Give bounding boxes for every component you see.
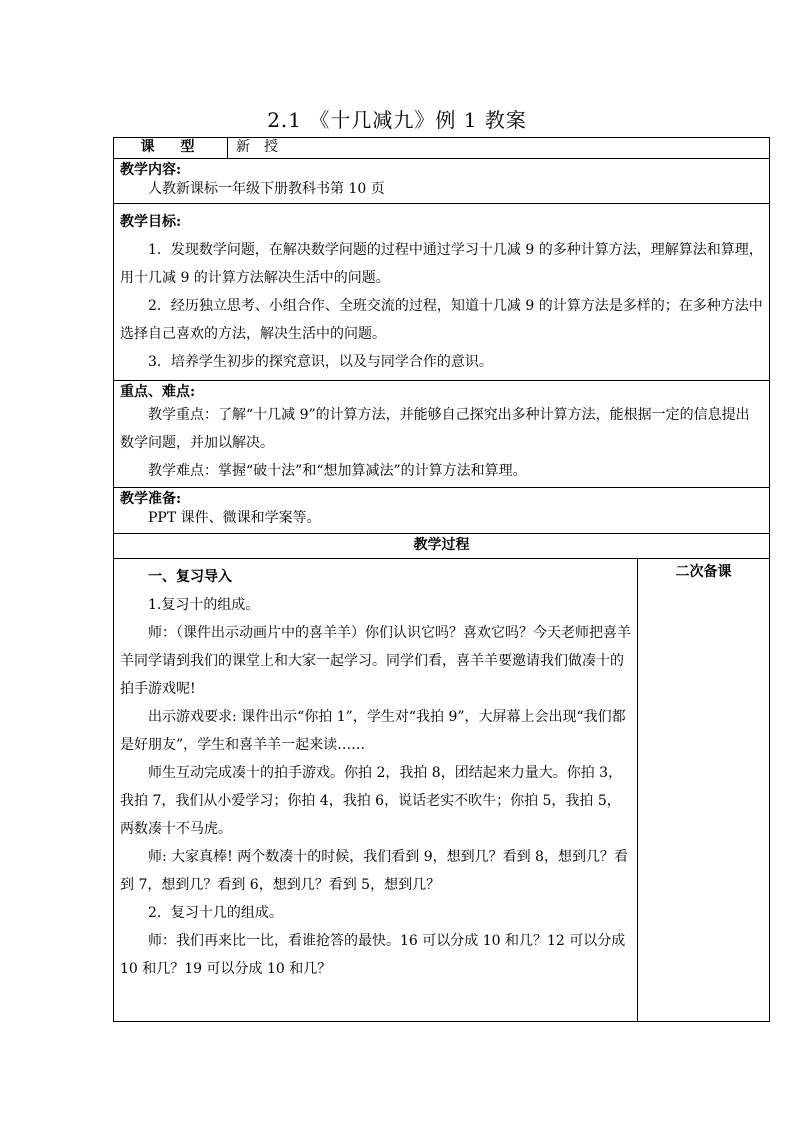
prep-text: PPT 课件、微课和学案等。 bbox=[148, 510, 321, 527]
goal-item-2: 2．经历独立思考、小组合作、全班交流的过程，知道十几减 9 的计算方法是多样的；在多种方法中选择自己喜欢的方法，解决生活中的问题。 bbox=[120, 297, 763, 342]
content-text: 人教新课标一年级下册教科书第 10 页 bbox=[148, 181, 385, 198]
second-prep-column: 二次备课 bbox=[638, 558, 770, 1021]
process-paragraph-6: 2．复习十几的组成。 bbox=[148, 904, 283, 921]
section-review-intro: 一、复习导入 bbox=[148, 568, 232, 585]
teaching-focus: 教学重点：了解“十几减 9”的计算方法，并能够自己探究出多种计算方法，能根据一定的信息提出数学问题，并加以解决。 bbox=[120, 406, 750, 451]
process-heading-row bbox=[114, 533, 770, 558]
goals-row bbox=[114, 203, 770, 380]
process-paragraph-2: 师：（课件出示动画片中的喜羊羊）你们认识它吗？喜欢它吗？今天老师把喜羊羊同学请到我们的课堂上和大家一起学习。同学们看，喜羊羊要邀请我们做凑十的拍手游戏呢! bbox=[120, 624, 631, 697]
prep-heading: 教学准备: bbox=[120, 490, 182, 507]
prep-row bbox=[114, 487, 770, 533]
goals-heading: 教学目标: bbox=[120, 213, 182, 230]
process-paragraph-4: 师生互动完成凑十的拍手游戏。你拍 2，我拍 8，团结起来力量大。你拍 3，我拍 7，我们从小爱学习；你拍 4，我拍 6，说话老实不吹牛；你拍 5，我拍 5，两数凑十不马虎。 bbox=[120, 764, 623, 837]
process-paragraph-7: 师：我们再来比一比，看谁抢答的最快。16 可以分成 10 和几？12 可以分成 10 和几？19 可以分成 10 和几？ bbox=[120, 932, 626, 977]
key-points-row bbox=[114, 380, 770, 487]
goal-item-3: 3．培养学生初步的探究意识，以及与同学合作的意识。 bbox=[148, 353, 493, 370]
teaching-difficulty: 教学难点：掌握“破十法”和“想加算减法”的计算方法和算理。 bbox=[148, 462, 527, 479]
content-row bbox=[114, 158, 770, 203]
process-heading: 教学过程 bbox=[114, 533, 770, 558]
process-paragraph-1: 1.复习十的组成。 bbox=[148, 596, 260, 613]
course-type-label: 课 型 bbox=[114, 138, 228, 159]
lesson-plan-table bbox=[113, 137, 770, 1022]
content-heading: 教学内容: bbox=[120, 161, 182, 178]
course-type-value: 新 授 bbox=[228, 138, 770, 159]
process-paragraph-5: 师: 大家真棒! 两个数凑十的时候，我们看到 9，想到几？看到 8，想到几？看到 7，想到几？看到 6，想到几？看到 5，想到几？ bbox=[120, 848, 628, 893]
key-points-heading: 重点、难点: bbox=[120, 383, 196, 400]
process-row bbox=[114, 558, 770, 1021]
document-title: 2.1 《十几减九》例 1 教案 bbox=[267, 108, 527, 132]
goal-item-1: 1．发现数学问题，在解决数学问题的过程中通过学习十几减 9 的多种计算方法，理解算法和算理，用十几减 9 的计算方法解决生活中的问题。 bbox=[120, 241, 763, 286]
course-type-row bbox=[114, 138, 770, 159]
process-content bbox=[114, 558, 638, 1021]
process-paragraph-3: 出示游戏要求: 课件出示“你拍 1”，学生对“我拍 9”，大屏幕上会出现“我们都是好朋友”，学生和喜羊羊一起来读…… bbox=[120, 708, 626, 753]
